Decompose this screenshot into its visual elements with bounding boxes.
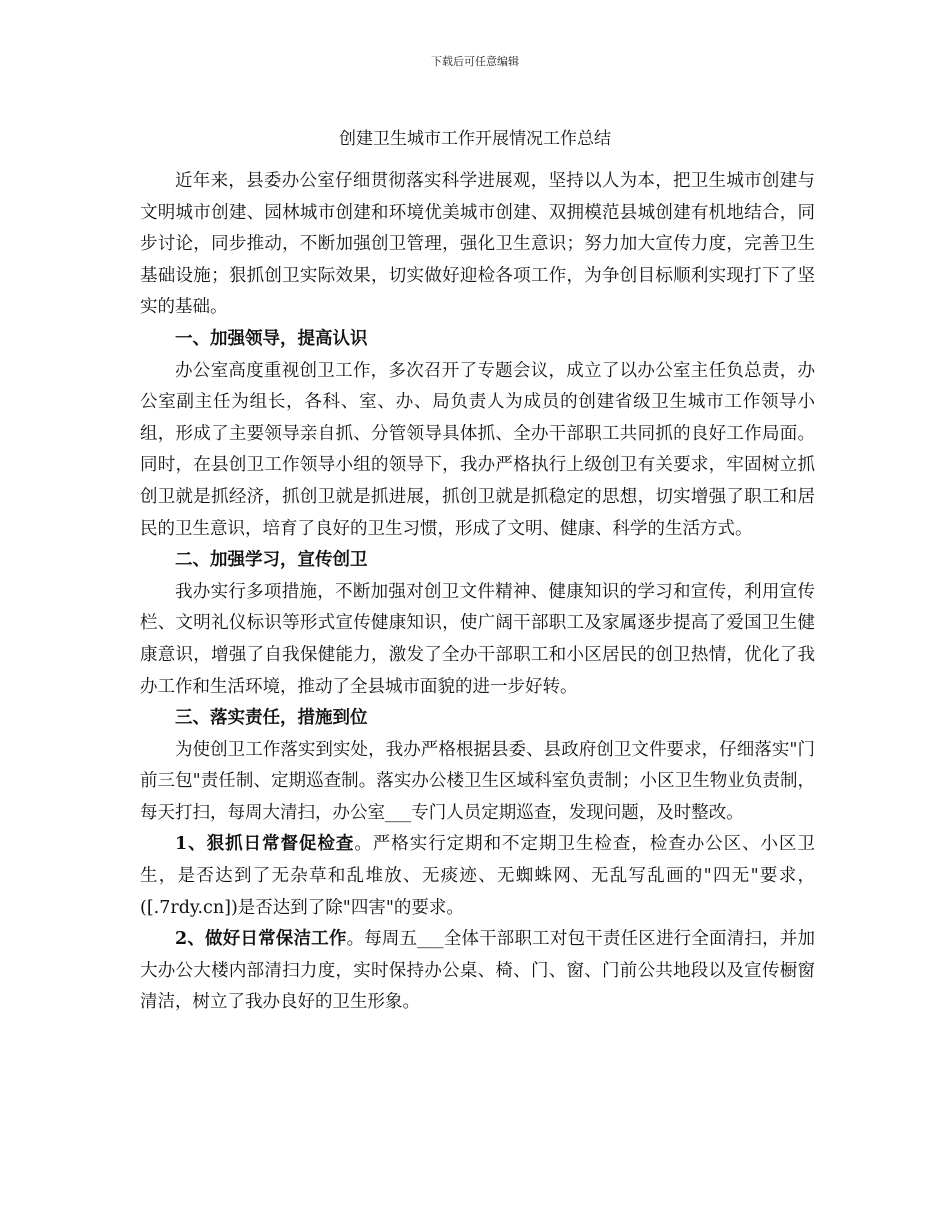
section-heading-2: 二、加强学习，宣传创卫 bbox=[175, 550, 368, 571]
item-paragraph-2 bbox=[140, 924, 815, 1019]
section-heading-3: 三、落实责任，措施到位 bbox=[175, 708, 368, 729]
document-body bbox=[140, 166, 815, 1019]
document-title: 创建卫生城市工作开展情况工作总结 bbox=[339, 129, 611, 149]
section-paragraph-2: 我办实行多项措施，不断加强对创卫文件精神、健康知识的学习和宣传，利用宣传栏、文明礼仪标识等形式宣传健康知识，使广阔干部职工及家属逐步提高了爱国卫生健康意识，增强了自我保健能力，激发了全办干部职工和小区居民的创卫热情，优化了我办工作和生活环境，推动了全县城市面貌的进一步好转。 bbox=[140, 581, 815, 697]
section-paragraph-1: 办公室高度重视创卫工作，多次召开了专题会议，成立了以办公室主任负总责，办公室副主任为组长，各科、室、办、局负责人为成员的创建省级卫生城市工作领导小组，形成了主要领导亲自抓、分管领导具体抓、全办干部职工共同抓的良好工作局面。同时，在县创卫工作领导小组的领导下，我办严格执行上级创卫有关要求，牢固树立抓创卫就是抓经济，抓创卫就是抓进展，抓创卫就是抓稳定的思想，切实增强了职工和居民的卫生意识，培育了良好的卫生习惯，形成了文明、健康、科学的生活方式。 bbox=[140, 360, 815, 539]
item-text-1: 。严格实行定期和不定期卫生检查，检查办公区、小区卫生，是否达到了无杂草和乱堆放、无痰迹、无蜘蛛网、无乱写乱画的"四无"要求，([.7rdy.cn])是否达到了除"四害"的要求。 bbox=[140, 834, 815, 918]
item-paragraph-1 bbox=[140, 829, 815, 924]
item-lead-2: 2、做好日常保洁工作 bbox=[175, 929, 347, 950]
item-lead-1: 1、狠抓日常督促检查 bbox=[175, 834, 355, 855]
intro-paragraph: 近年来，县委办公室仔细贯彻落实科学进展观，坚持以人为本，把卫生城市创建与文明城市创建、园林城市创建和环境优美城市创建、双拥模范县城创建有机地结合，同步讨论，同步推动，不断加强创卫管理，强化卫生意识；努力加大宣传力度，完善卫生基础设施；狠抓创卫实际效果，切实做好迎检各项工作，为争创目标顺利实现打下了坚实的基础。 bbox=[140, 171, 815, 318]
section-paragraph-3: 为使创卫工作落实到实处，我办严格根据县委、县政府创卫文件要求，仔细落实"门前三包"责任制、定期巡查制。落实办公楼卫生区域科室负责制；小区卫生物业负责制，每天打扫，每周大清扫，办公室___专门人员定期巡查，发现问题，及时整改。 bbox=[140, 739, 815, 823]
section-heading-1: 一、加强领导，提高认识 bbox=[175, 328, 368, 349]
item-text-2: 。每周五___全体干部职工对包干责任区进行全面清扫，并加大办公大楼内部清扫力度，实时保持办公桌、椅、门、窗、门前公共地段以及宣传橱窗清洁，树立了我办良好的卫生形象。 bbox=[140, 929, 815, 1013]
header-note: 下载后可任意编辑 bbox=[431, 55, 519, 68]
